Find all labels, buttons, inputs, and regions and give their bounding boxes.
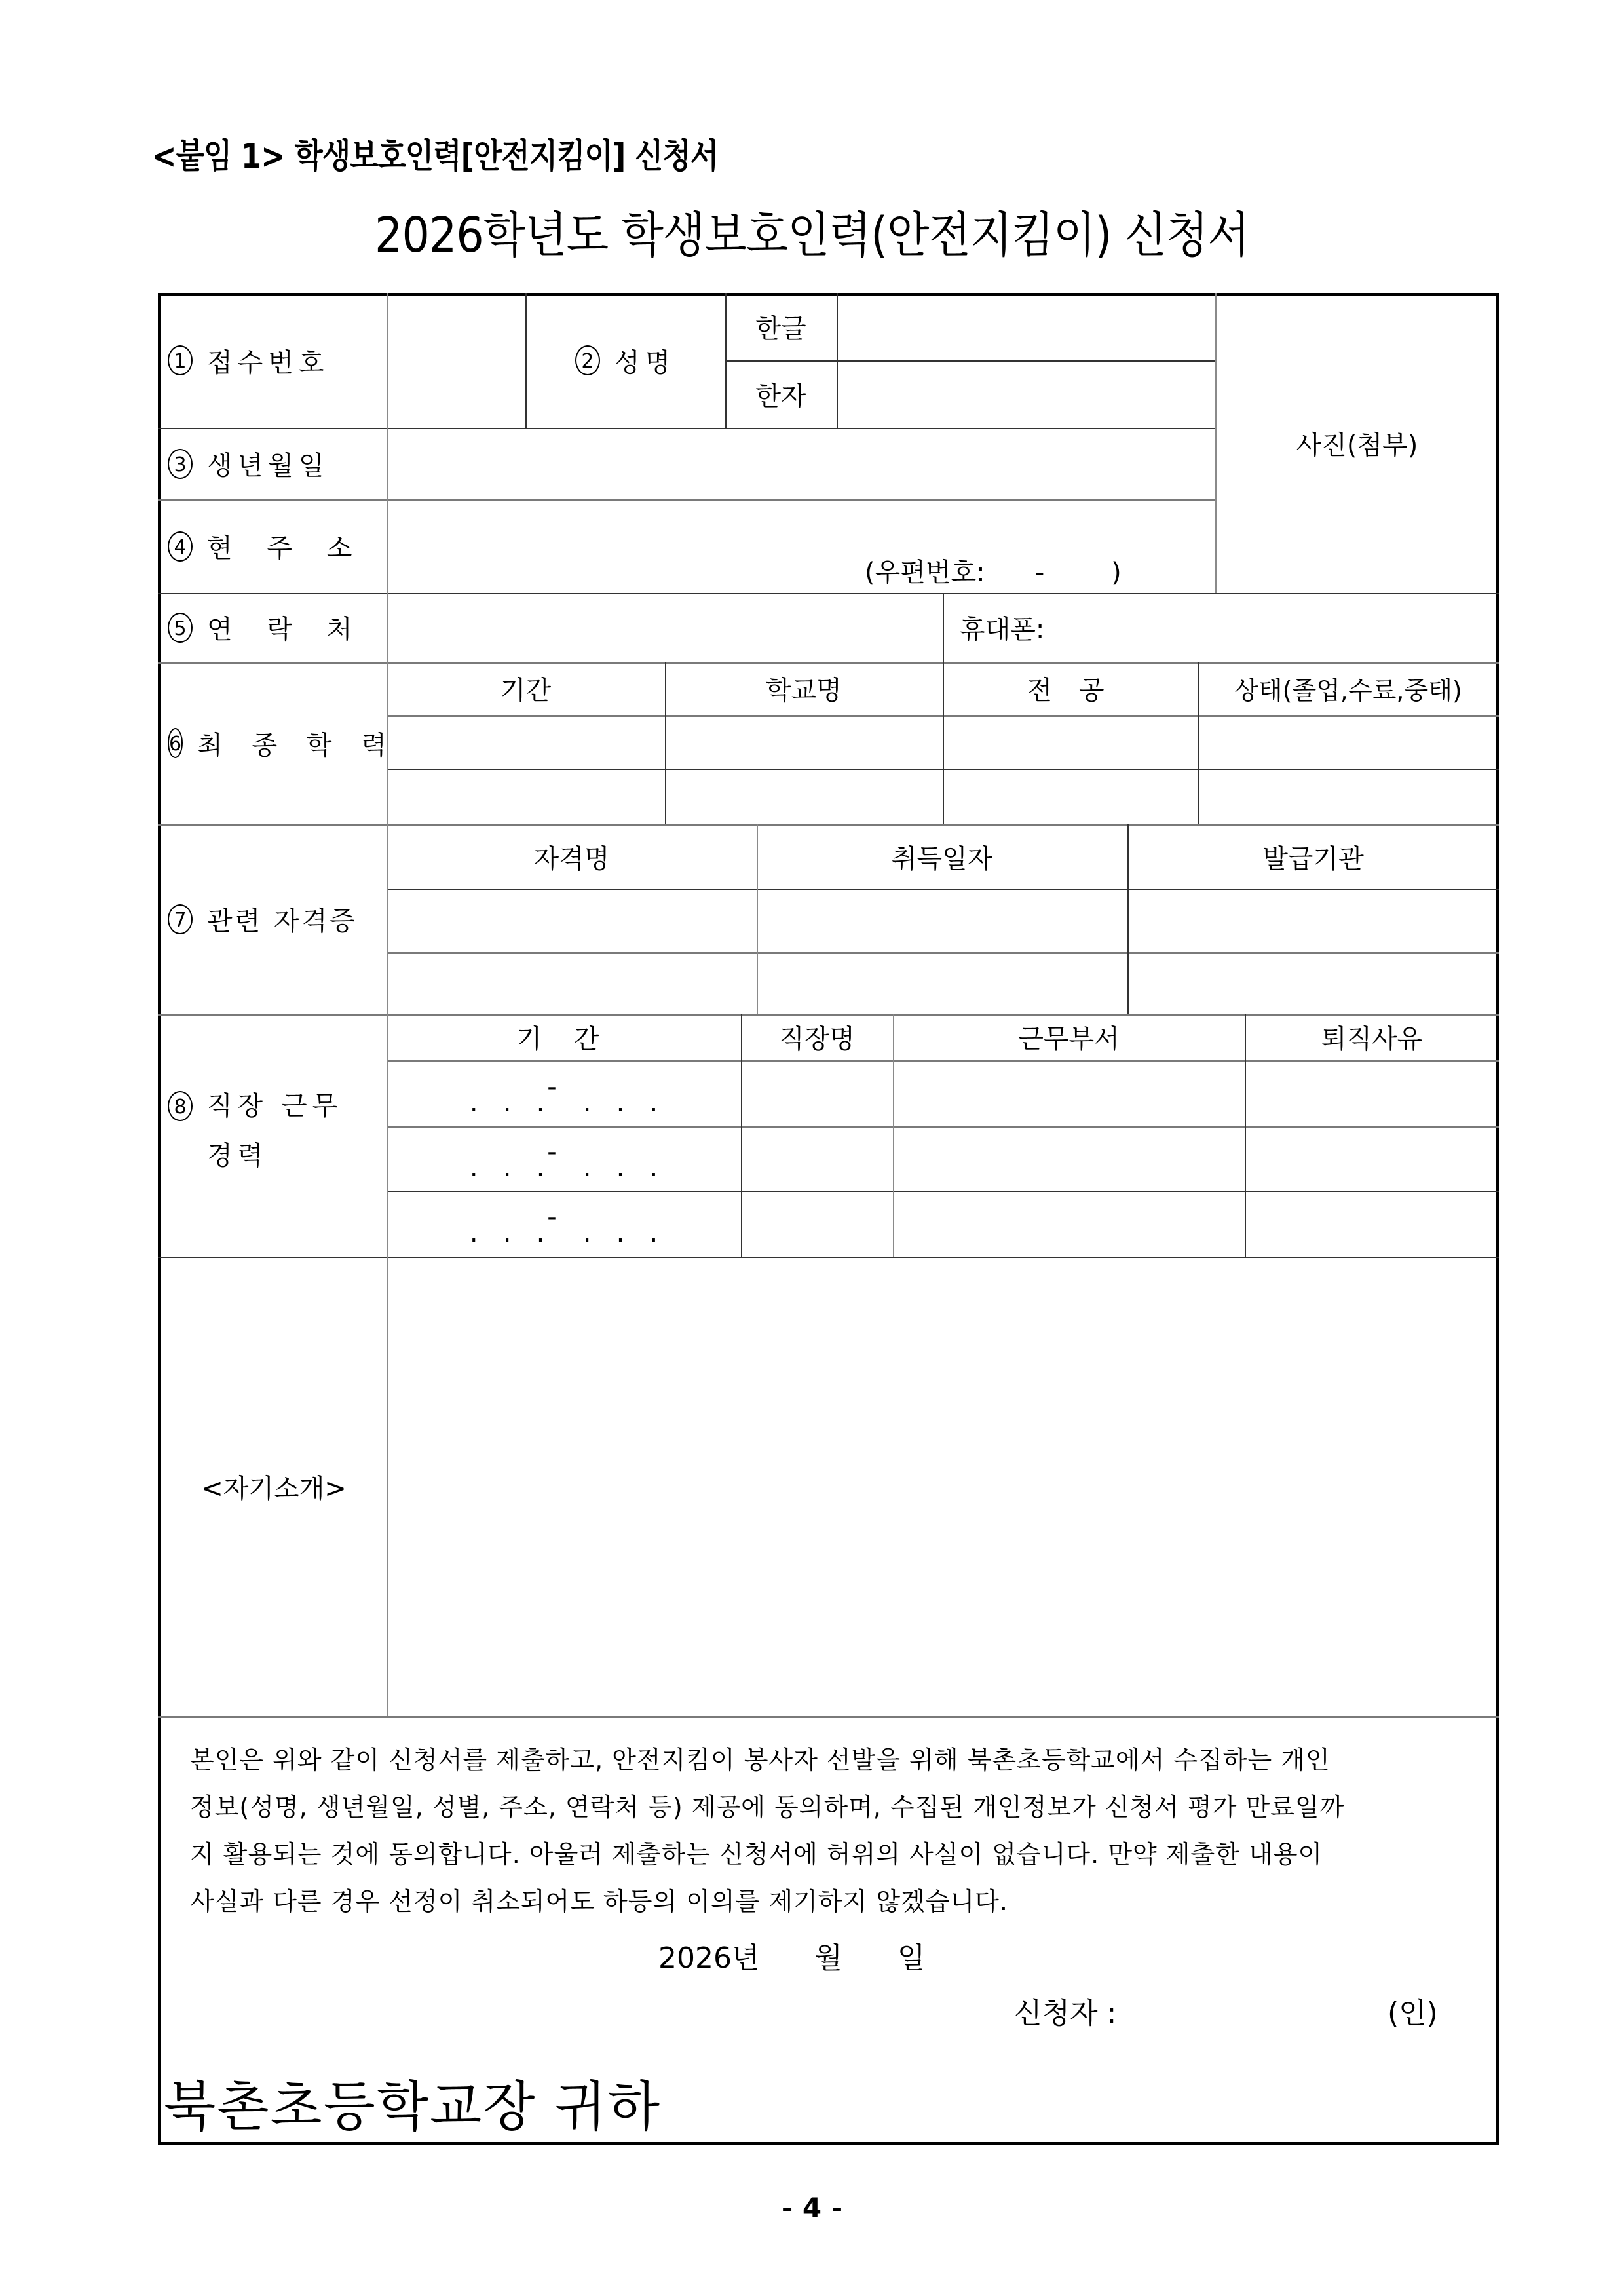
education-period-field[interactable] — [388, 716, 664, 767]
career-company-field[interactable] — [742, 1062, 892, 1125]
career-header-reason: 퇴직사유 — [1321, 1024, 1423, 1054]
career-company-field[interactable] — [742, 1192, 892, 1255]
cert-date-field[interactable] — [758, 953, 1126, 1012]
education-status-field[interactable] — [1199, 716, 1498, 767]
divider — [158, 1716, 1499, 1718]
cert-header-date: 취득일자 — [891, 844, 993, 874]
attachment-title: <붙임 1> 학생보호인력[안전지킴이] 신청서 — [152, 137, 719, 176]
career-reason-field[interactable] — [1246, 1128, 1498, 1189]
birthdate-field[interactable] — [388, 429, 1214, 498]
education-period-field[interactable] — [388, 770, 664, 823]
education-major-field[interactable] — [944, 770, 1196, 823]
divider — [943, 593, 944, 662]
circled-number: 5 — [168, 613, 193, 643]
education-header-period: 기간 — [500, 676, 552, 706]
circled-number: 8 — [168, 1091, 193, 1121]
cert-issuer-field[interactable] — [1129, 890, 1498, 951]
circled-number: 7 — [168, 904, 193, 934]
circled-number: 6 — [168, 728, 183, 758]
name-hanja-field[interactable] — [838, 362, 1214, 427]
seal-label: (인) — [1388, 1997, 1438, 2030]
education-status-field[interactable] — [1199, 770, 1498, 823]
career-reason-field[interactable] — [1246, 1062, 1498, 1125]
circled-number: 2 — [575, 345, 600, 375]
career-header-period: 기 간 — [516, 1024, 611, 1054]
education-header-status: 상태(졸업,수료,중태) — [1234, 676, 1462, 705]
career-reason-field[interactable] — [1246, 1192, 1498, 1255]
birthdate-label: 3 생년월일 — [161, 428, 387, 499]
postal-code-label: (우편번호: - ) — [865, 557, 1122, 588]
cert-name-field[interactable] — [388, 953, 755, 1012]
education-label: 6 최 종 학 력 — [161, 662, 387, 824]
contact-label: 5 연 락 처 — [161, 593, 387, 662]
career-department-field[interactable] — [894, 1192, 1243, 1255]
photo-attachment-box[interactable]: 사진(첨부) — [1296, 430, 1418, 461]
career-company-field[interactable] — [742, 1128, 892, 1189]
mobile-label: 휴대폰: — [960, 615, 1045, 645]
applicant-label: 신청자 : — [1014, 1997, 1117, 2030]
cert-issuer-field[interactable] — [1129, 953, 1498, 1012]
consent-statement: 본인은 위와 같이 신청서를 제출하고, 안전지킴이 봉사자 선발을 위해 북촌초등학교에서 수집하는 개인 정보(성명, 생년월일, 성별, 주소, 연락처 등) 제공에 동의하며, 수집된 개인정보가 신청서 평가 만료일까 지 활용되는 것에 동의합니다. 아울러 제출하는 신청서에 허위의 사실이 없습니다. 만약 제출한 내용이 사실과 다른 경우 선정이 취소되어도 하등의 이의를 제기하지 않겠습니다. — [190, 1746, 1345, 1916]
education-school-field[interactable] — [666, 770, 941, 823]
receipt-number-field[interactable] — [388, 294, 524, 427]
career-department-field[interactable] — [894, 1128, 1243, 1189]
education-major-field[interactable] — [944, 716, 1196, 767]
date-line[interactable]: 2026년 월 일 — [658, 1942, 926, 1975]
mobile-field[interactable] — [1061, 594, 1498, 660]
self-intro-field[interactable] — [388, 1258, 1498, 1715]
page-title: 2026학년도 학생보호인력(안전지킴이) 신청서 — [374, 207, 1250, 263]
circled-number: 4 — [168, 531, 193, 562]
address-label: 4 현 주 소 — [161, 499, 387, 593]
name-label: 2 성명 — [525, 293, 725, 428]
career-period-field[interactable]: . . . - . . . — [469, 1202, 658, 1248]
career-header-department: 근무부서 — [1018, 1024, 1120, 1054]
career-period-field[interactable]: . . . - . . . — [469, 1072, 658, 1118]
circled-number: 1 — [168, 345, 193, 375]
career-department-field[interactable] — [894, 1062, 1243, 1125]
education-header-major: 전 공 — [1027, 676, 1114, 706]
education-school-field[interactable] — [666, 716, 941, 767]
career-label: 8 직장 근무 경력 — [161, 1081, 387, 1181]
cert-date-field[interactable] — [758, 890, 1126, 951]
cert-header-issuer: 발급기관 — [1262, 844, 1364, 874]
self-intro-label: <자기소개> — [201, 1474, 347, 1504]
contact-field[interactable] — [388, 594, 941, 660]
recipient-line: 북촌초등학교장 귀하 — [164, 2076, 661, 2138]
circled-number: 3 — [168, 449, 193, 479]
receipt-number-label: 1 접수번호 — [161, 293, 387, 428]
name-hanja-label: 한자 — [755, 381, 806, 411]
career-header-company: 직장명 — [779, 1024, 855, 1054]
applicant-name-field[interactable] — [1153, 1985, 1376, 2027]
name-hangul-field[interactable] — [838, 294, 1214, 359]
page-number: - 4 - — [781, 2192, 843, 2224]
name-hangul-label: 한글 — [755, 314, 806, 344]
cert-name-field[interactable] — [388, 890, 755, 951]
certificates-label: 7 관련 자격증 — [161, 824, 387, 1014]
cert-header-name: 자격명 — [533, 844, 610, 874]
career-period-field[interactable]: . . . - . . . — [469, 1137, 658, 1183]
education-header-school: 학교명 — [766, 676, 842, 706]
